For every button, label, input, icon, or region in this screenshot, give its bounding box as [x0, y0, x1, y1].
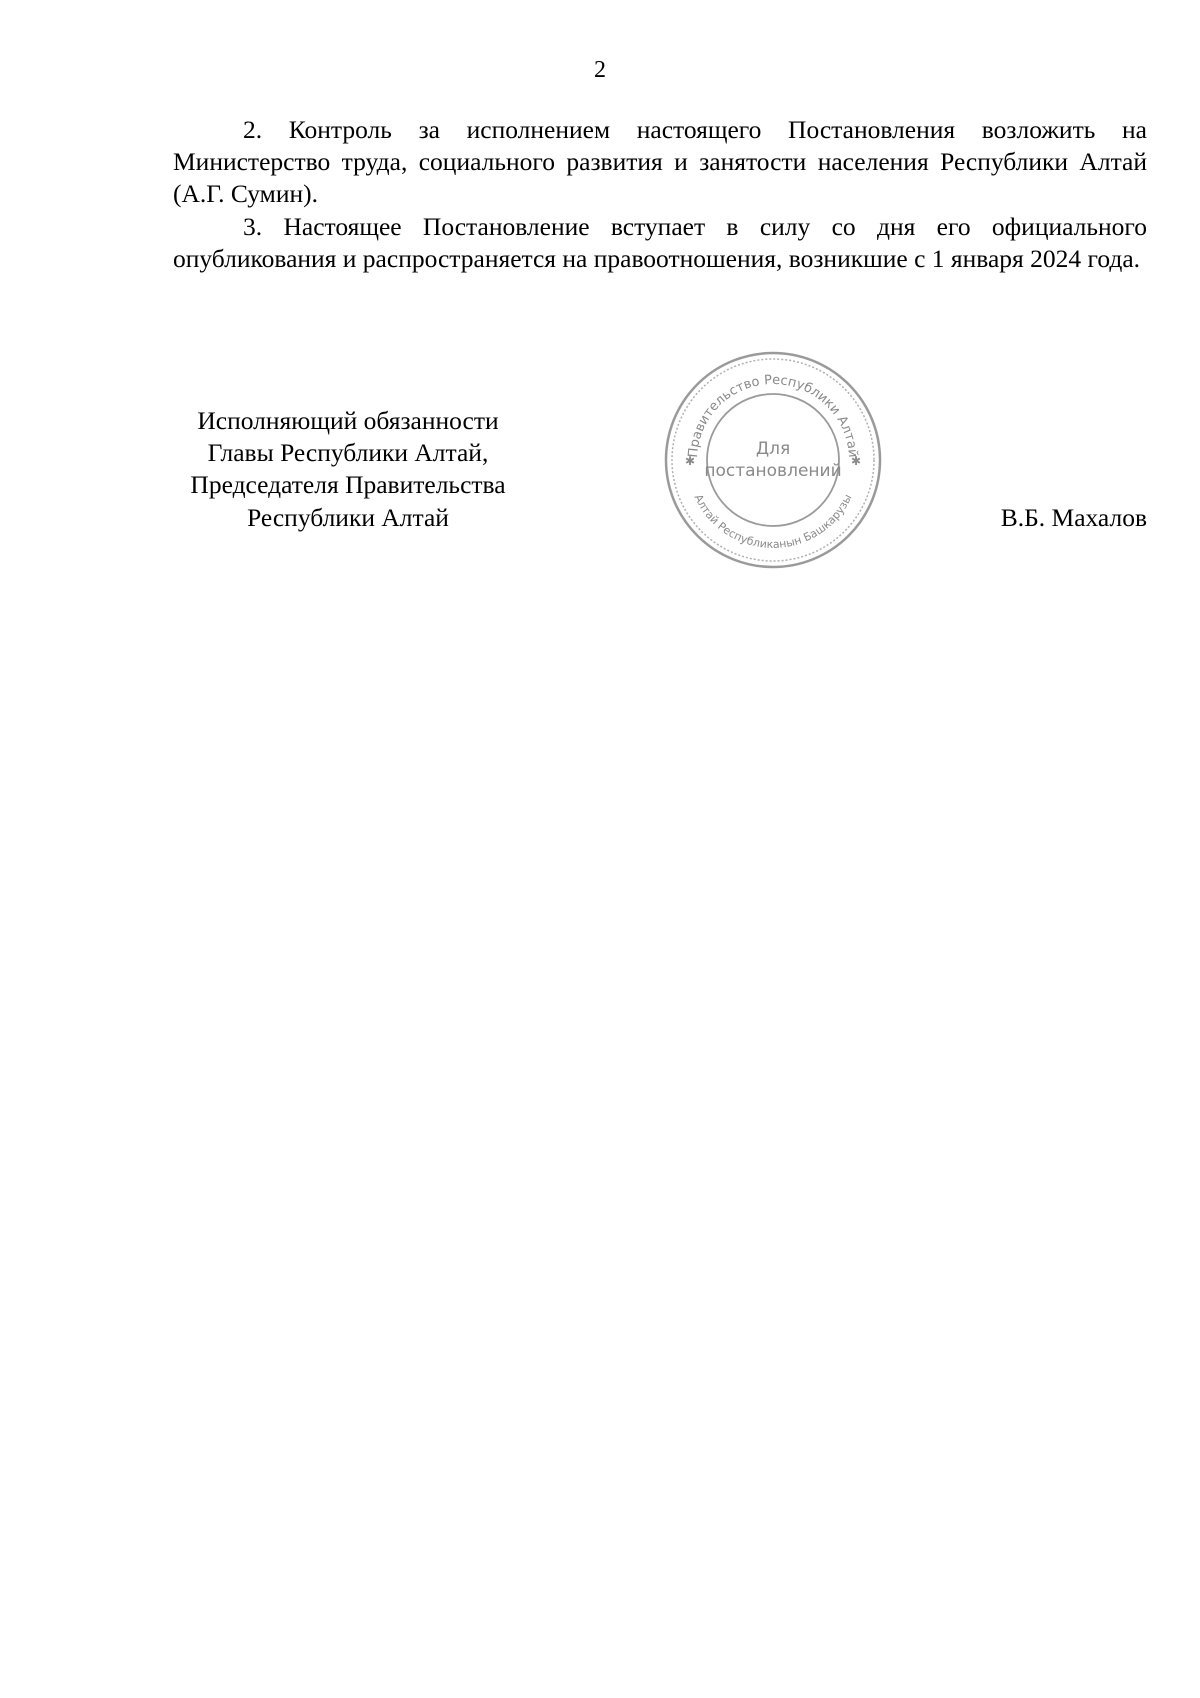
signer-name: В.Б. Махалов: [1000, 503, 1147, 532]
stamp-center-line-2: постановлений: [704, 461, 842, 481]
official-stamp: [663, 350, 883, 570]
paragraph-effective-date: 3. Настоящее Постановление вступает в силу со дня его официального опубликования и распространяется на правоотношения, возникшие с 1 января 2024 года.: [173, 211, 1147, 273]
stamp-outer-text-top: Правительство Республики Алтай: [685, 372, 861, 459]
signatory-title-line: Главы Республики Алтай,: [207, 438, 489, 468]
stamp-outer-text-bottom: Алтай Республиканын Башкарузы: [691, 492, 855, 552]
stamp-star-left-icon: ✱: [684, 454, 696, 468]
stamp-center-line-1: Для: [755, 439, 791, 459]
signatory-title-line: Республики Алтай: [247, 502, 449, 532]
document-body: [173, 114, 1147, 275]
paragraph-control: 2. Контроль за исполнением настоящего Постановления возложить на Министерство труда, социального развития и занятости населения Республики Алтай (А.Г. Сумин).: [173, 115, 1147, 209]
signatory-title-line: Председателя Правительства: [190, 470, 506, 500]
signatory-title: [173, 405, 523, 534]
page-number: 2: [594, 57, 606, 83]
signatory-title-line: Исполняющий обязанности: [197, 406, 499, 435]
stamp-star-right-icon: ✱: [850, 454, 862, 468]
